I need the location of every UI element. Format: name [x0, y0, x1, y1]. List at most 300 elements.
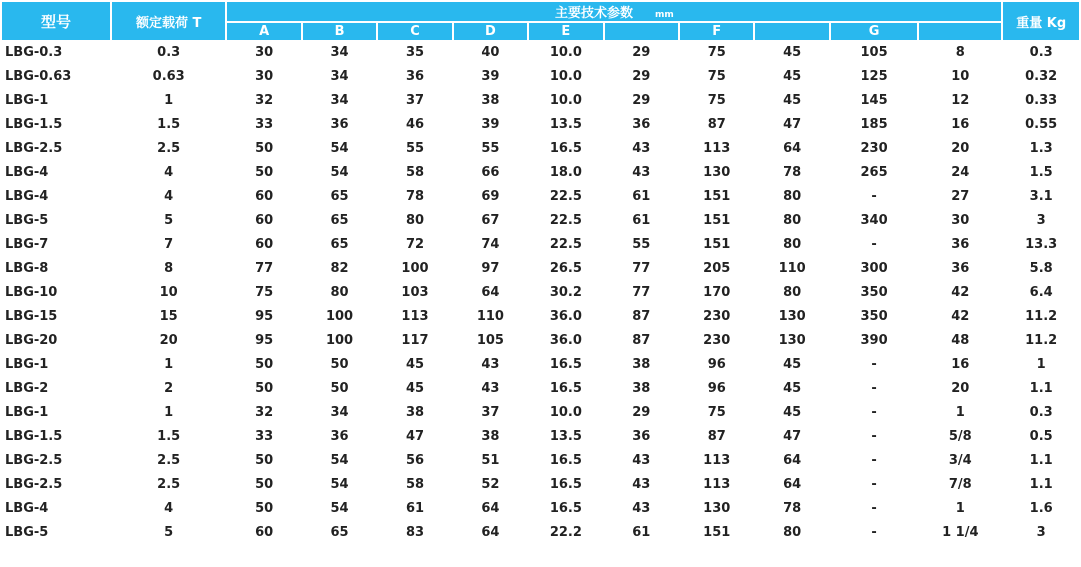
cell-g2: 1 1/4	[942, 525, 979, 540]
cell-f2: 45	[783, 381, 802, 396]
header-sub-blank-1	[605, 23, 678, 40]
cell-g: 230	[860, 141, 888, 156]
table-row	[2, 66, 1079, 88]
header-sub-blank-2	[755, 23, 828, 40]
cell-model: LBG-1	[5, 93, 49, 108]
cell-f2: 80	[783, 213, 802, 228]
cell-e2: 43	[632, 165, 651, 180]
table-row	[2, 498, 1079, 520]
cell-weight: 6.4	[1029, 285, 1053, 300]
cell-b: 100	[325, 309, 354, 324]
cell-d: 64	[481, 501, 500, 516]
cell-g2: 42	[951, 309, 970, 324]
cell-b: 34	[330, 405, 349, 420]
cell-g2: 1	[955, 405, 965, 420]
cell-b: 65	[330, 213, 349, 228]
header-main-params-label: 主要技术参数	[554, 6, 633, 21]
cell-f2: 130	[778, 333, 806, 348]
cell-c: 35	[405, 45, 425, 60]
table-row	[2, 42, 1079, 64]
header-sub-g: G	[831, 23, 917, 40]
cell-e: 16.5	[549, 141, 582, 156]
cell-f2: 64	[783, 477, 802, 492]
cell-e: 22.2	[549, 525, 582, 540]
cell-e2: 43	[632, 501, 651, 516]
cell-a: 60	[255, 189, 274, 204]
cell-d: 64	[481, 285, 500, 300]
table-row	[2, 402, 1079, 424]
cell-weight: 1.3	[1029, 141, 1053, 156]
cell-e2: 29	[632, 45, 651, 60]
cell-e: 10.0	[549, 405, 582, 420]
cell-e: 16.5	[549, 501, 582, 516]
cell-d: 39	[481, 117, 500, 132]
cell-b: 65	[330, 525, 349, 540]
cell-c: 38	[405, 405, 425, 420]
cell-f2: 45	[783, 45, 802, 60]
cell-rated-load: 2	[164, 381, 174, 396]
cell-e2: 87	[632, 309, 651, 324]
cell-d: 69	[481, 189, 500, 204]
cell-b: 65	[330, 189, 349, 204]
header-sub-e: E	[529, 23, 602, 40]
cell-e2: 61	[632, 213, 651, 228]
cell-a: 50	[255, 357, 274, 372]
cell-g: -	[871, 429, 877, 444]
cell-c: 80	[405, 213, 425, 228]
cell-model: LBG-2.5	[5, 477, 63, 492]
cell-rated-load: 0.3	[157, 45, 181, 60]
cell-weight: 1.6	[1029, 501, 1053, 516]
cell-weight: 13.3	[1025, 237, 1058, 252]
cell-b: 50	[330, 357, 349, 372]
header-sub-d: D	[454, 23, 527, 40]
cell-c: 55	[405, 141, 425, 156]
cell-e2: 43	[632, 141, 651, 156]
cell-e: 26.5	[549, 261, 582, 276]
cell-g: 340	[860, 213, 888, 228]
header-sub-blank-3	[919, 23, 1001, 40]
cell-f: 75	[707, 45, 726, 60]
cell-model: LBG-5	[5, 525, 49, 540]
cell-rated-load: 15	[159, 309, 178, 324]
cell-e2: 38	[632, 381, 651, 396]
cell-b: 100	[325, 333, 354, 348]
cell-g: 300	[860, 261, 888, 276]
cell-a: 50	[255, 381, 274, 396]
cell-c: 45	[405, 381, 425, 396]
cell-rated-load: 8	[164, 261, 174, 276]
cell-f: 113	[703, 477, 731, 492]
cell-c: 117	[401, 333, 429, 348]
table-row	[2, 474, 1079, 496]
cell-b: 82	[330, 261, 349, 276]
cell-f: 130	[703, 501, 731, 516]
cell-e: 22.5	[549, 237, 582, 252]
cell-model: LBG-1.5	[5, 117, 63, 132]
cell-e: 13.5	[549, 429, 582, 444]
cell-f: 151	[703, 213, 731, 228]
cell-rated-load: 20	[159, 333, 178, 348]
cell-c: 47	[405, 429, 425, 444]
table-row	[2, 90, 1079, 112]
cell-rated-load: 1	[164, 357, 174, 372]
cell-weight: 0.32	[1025, 69, 1058, 84]
cell-weight: 11.2	[1025, 309, 1058, 324]
cell-d: 55	[481, 141, 500, 156]
cell-f: 96	[707, 381, 726, 396]
cell-f: 151	[703, 525, 731, 540]
cell-e: 16.5	[549, 381, 582, 396]
cell-g2: 7/8	[948, 477, 972, 492]
cell-d: 97	[481, 261, 500, 276]
cell-f: 130	[703, 165, 731, 180]
cell-e2: 29	[632, 93, 651, 108]
cell-f: 75	[707, 69, 726, 84]
cell-a: 50	[255, 501, 274, 516]
cell-d: 64	[481, 525, 500, 540]
cell-model: LBG-2.5	[5, 453, 63, 468]
cell-weight: 1.1	[1029, 453, 1053, 468]
cell-g: 390	[860, 333, 888, 348]
cell-rated-load: 1.5	[157, 117, 181, 132]
cell-g: 185	[860, 117, 888, 132]
cell-rated-load: 10	[159, 285, 178, 300]
table-body	[2, 42, 1079, 544]
table-row	[2, 450, 1079, 472]
cell-f2: 64	[783, 453, 802, 468]
cell-weight: 0.33	[1025, 93, 1058, 108]
cell-weight: 5.8	[1029, 261, 1053, 276]
cell-b: 34	[330, 69, 349, 84]
cell-a: 30	[255, 69, 274, 84]
cell-f2: 80	[783, 237, 802, 252]
cell-f: 170	[703, 285, 731, 300]
cell-g: -	[871, 525, 877, 540]
cell-g2: 42	[951, 285, 970, 300]
table-row	[2, 378, 1079, 400]
cell-b: 54	[330, 477, 349, 492]
cell-g: -	[871, 381, 877, 396]
cell-b: 54	[330, 165, 349, 180]
cell-weight: 3.1	[1029, 189, 1053, 204]
cell-g2: 30	[951, 213, 970, 228]
cell-model: LBG-5	[5, 213, 49, 228]
cell-g: 265	[860, 165, 888, 180]
cell-d: 38	[481, 93, 500, 108]
cell-rated-load: 2.5	[157, 477, 181, 492]
table-header	[2, 2, 1079, 40]
cell-weight: 1.1	[1029, 381, 1053, 396]
table-row	[2, 114, 1079, 136]
cell-g2: 20	[951, 381, 970, 396]
cell-c: 61	[405, 501, 425, 516]
cell-f2: 45	[783, 357, 802, 372]
cell-e: 16.5	[549, 477, 582, 492]
cell-a: 32	[255, 405, 274, 420]
cell-weight: 0.55	[1025, 117, 1058, 132]
cell-f: 230	[703, 309, 731, 324]
cell-c: 113	[401, 309, 429, 324]
cell-a: 30	[255, 45, 274, 60]
cell-d: 110	[476, 309, 504, 324]
cell-c: 58	[405, 165, 425, 180]
cell-c: 56	[405, 453, 425, 468]
cell-e2: 36	[632, 117, 651, 132]
cell-model: LBG-15	[5, 309, 58, 324]
cell-rated-load: 4	[164, 189, 174, 204]
cell-f2: 130	[778, 309, 806, 324]
cell-e2: 43	[632, 477, 651, 492]
cell-e2: 55	[632, 237, 651, 252]
cell-g: 350	[860, 285, 888, 300]
table-row	[2, 330, 1079, 352]
cell-g2: 24	[951, 165, 970, 180]
cell-b: 34	[330, 93, 349, 108]
cell-model: LBG-2	[5, 381, 49, 396]
cell-c: 37	[405, 93, 425, 108]
cell-a: 50	[255, 477, 274, 492]
cell-f2: 47	[783, 429, 802, 444]
cell-e: 10.0	[549, 69, 582, 84]
header-weight: 重量 Kg	[1003, 2, 1079, 40]
cell-g2: 5/8	[948, 429, 972, 444]
header-sub-a: A	[227, 23, 300, 40]
cell-g: -	[871, 237, 877, 252]
table-row	[2, 138, 1079, 160]
cell-g2: 1	[955, 501, 965, 516]
cell-b: 80	[330, 285, 349, 300]
cell-e2: 61	[632, 525, 651, 540]
cell-model: LBG-0.3	[5, 45, 63, 60]
cell-a: 75	[255, 285, 274, 300]
header-main-params	[227, 2, 1001, 21]
cell-e: 36.0	[549, 333, 582, 348]
cell-e2: 38	[632, 357, 651, 372]
table-row	[2, 282, 1079, 304]
cell-model: LBG-10	[5, 285, 58, 300]
cell-d: 51	[481, 453, 500, 468]
cell-g2: 16	[951, 117, 970, 132]
cell-g2: 10	[951, 69, 970, 84]
header-sub-f: F	[680, 23, 753, 40]
cell-c: 46	[405, 117, 425, 132]
cell-g2: 36	[951, 261, 970, 276]
cell-weight: 1	[1036, 357, 1046, 372]
cell-e2: 87	[632, 333, 651, 348]
cell-c: 72	[405, 237, 425, 252]
table-row	[2, 426, 1079, 448]
cell-d: 105	[476, 333, 504, 348]
cell-b: 65	[330, 237, 349, 252]
cell-b: 50	[330, 381, 349, 396]
cell-f: 151	[703, 237, 731, 252]
cell-model: LBG-1	[5, 357, 49, 372]
cell-model: LBG-20	[5, 333, 58, 348]
cell-rated-load: 2.5	[157, 453, 181, 468]
cell-e2: 77	[632, 285, 651, 300]
cell-model: LBG-4	[5, 189, 49, 204]
cell-f2: 78	[783, 165, 802, 180]
cell-b: 36	[330, 429, 349, 444]
cell-d: 43	[481, 357, 500, 372]
cell-g: -	[871, 357, 877, 372]
cell-g: -	[871, 477, 877, 492]
cell-f2: 80	[783, 189, 802, 204]
cell-rated-load: 2.5	[157, 141, 181, 156]
cell-d: 67	[481, 213, 500, 228]
cell-rated-load: 5	[164, 213, 174, 228]
cell-rated-load: 1.5	[157, 429, 181, 444]
cell-a: 50	[255, 453, 274, 468]
cell-d: 52	[481, 477, 500, 492]
cell-model: LBG-4	[5, 165, 49, 180]
cell-d: 43	[481, 381, 500, 396]
cell-g2: 3/4	[948, 453, 972, 468]
cell-model: LBG-8	[5, 261, 49, 276]
table-row	[2, 522, 1079, 544]
cell-c: 103	[401, 285, 429, 300]
cell-f: 87	[707, 429, 726, 444]
cell-g: 145	[860, 93, 888, 108]
cell-e: 16.5	[549, 453, 582, 468]
cell-a: 33	[255, 429, 274, 444]
cell-a: 32	[255, 93, 274, 108]
cell-c: 36	[405, 69, 425, 84]
cell-g2: 27	[951, 189, 970, 204]
cell-f2: 45	[783, 93, 802, 108]
cell-b: 34	[330, 45, 349, 60]
cell-e: 13.5	[549, 117, 582, 132]
table-row	[2, 234, 1079, 256]
table-row	[2, 186, 1079, 208]
cell-e: 22.5	[549, 213, 582, 228]
cell-f: 75	[707, 93, 726, 108]
cell-f: 87	[707, 117, 726, 132]
cell-a: 50	[255, 141, 274, 156]
cell-e2: 29	[632, 69, 651, 84]
cell-a: 33	[255, 117, 274, 132]
cell-weight: 1.1	[1029, 477, 1053, 492]
cell-f: 96	[707, 357, 726, 372]
cell-d: 39	[481, 69, 500, 84]
cell-g2: 20	[951, 141, 970, 156]
cell-g2: 48	[951, 333, 970, 348]
cell-f: 75	[707, 405, 726, 420]
table-row	[2, 210, 1079, 232]
cell-g2: 12	[951, 93, 970, 108]
cell-g: 350	[860, 309, 888, 324]
cell-weight: 3	[1036, 525, 1046, 540]
cell-d: 40	[481, 45, 500, 60]
cell-e2: 29	[632, 405, 651, 420]
cell-e: 16.5	[549, 357, 582, 372]
cell-model: LBG-1	[5, 405, 49, 420]
cell-b: 54	[330, 501, 349, 516]
cell-g: -	[871, 453, 877, 468]
cell-f2: 110	[778, 261, 806, 276]
cell-d: 74	[481, 237, 500, 252]
cell-f: 113	[703, 453, 731, 468]
cell-weight: 11.2	[1025, 333, 1058, 348]
cell-d: 66	[481, 165, 500, 180]
cell-e: 30.2	[549, 285, 582, 300]
cell-c: 100	[401, 261, 429, 276]
cell-a: 77	[255, 261, 274, 276]
cell-g2: 8	[955, 45, 965, 60]
cell-rated-load: 0.63	[152, 69, 185, 84]
cell-rated-load: 7	[164, 237, 174, 252]
cell-a: 60	[255, 525, 274, 540]
cell-model: LBG-7	[5, 237, 49, 252]
cell-f2: 45	[783, 69, 802, 84]
cell-c: 78	[405, 189, 425, 204]
cell-e2: 36	[632, 429, 651, 444]
cell-rated-load: 4	[164, 165, 174, 180]
cell-e: 10.0	[549, 93, 582, 108]
header-unit: mm	[655, 10, 674, 20]
cell-weight: 1.5	[1029, 165, 1053, 180]
cell-f2: 45	[783, 405, 802, 420]
cell-e: 18.0	[549, 165, 582, 180]
cell-g2: 16	[951, 357, 970, 372]
cell-a: 50	[255, 165, 274, 180]
cell-f: 230	[703, 333, 731, 348]
cell-f: 151	[703, 189, 731, 204]
cell-f: 205	[703, 261, 731, 276]
header-rated-load: 额定载荷 T	[112, 2, 225, 40]
table-row	[2, 306, 1079, 328]
cell-rated-load: 1	[164, 93, 174, 108]
cell-rated-load: 1	[164, 405, 174, 420]
cell-c: 58	[405, 477, 425, 492]
cell-g: -	[871, 501, 877, 516]
cell-f2: 80	[783, 285, 802, 300]
cell-d: 37	[481, 405, 500, 420]
table-row	[2, 258, 1079, 280]
cell-a: 60	[255, 237, 274, 252]
cell-model: LBG-2.5	[5, 141, 63, 156]
cell-f2: 47	[783, 117, 802, 132]
cell-weight: 0.5	[1029, 429, 1053, 444]
cell-b: 54	[330, 141, 349, 156]
cell-g: -	[871, 189, 877, 204]
cell-c: 45	[405, 357, 425, 372]
cell-f2: 80	[783, 525, 802, 540]
cell-model: LBG-0.63	[5, 69, 72, 84]
table-row	[2, 354, 1079, 376]
cell-f2: 78	[783, 501, 802, 516]
cell-a: 95	[255, 309, 274, 324]
cell-b: 54	[330, 453, 349, 468]
cell-g: 105	[860, 45, 888, 60]
cell-rated-load: 4	[164, 501, 174, 516]
table-row	[2, 162, 1079, 184]
cell-weight: 3	[1036, 213, 1046, 228]
cell-e: 10.0	[549, 45, 582, 60]
cell-g: 125	[860, 69, 888, 84]
header-model: 型号	[2, 2, 110, 40]
cell-e2: 61	[632, 189, 651, 204]
cell-e2: 43	[632, 453, 651, 468]
cell-rated-load: 5	[164, 525, 174, 540]
cell-a: 95	[255, 333, 274, 348]
cell-a: 60	[255, 213, 274, 228]
cell-weight: 0.3	[1029, 45, 1053, 60]
cell-e: 36.0	[549, 309, 582, 324]
cell-g: -	[871, 405, 877, 420]
cell-model: LBG-4	[5, 501, 49, 516]
